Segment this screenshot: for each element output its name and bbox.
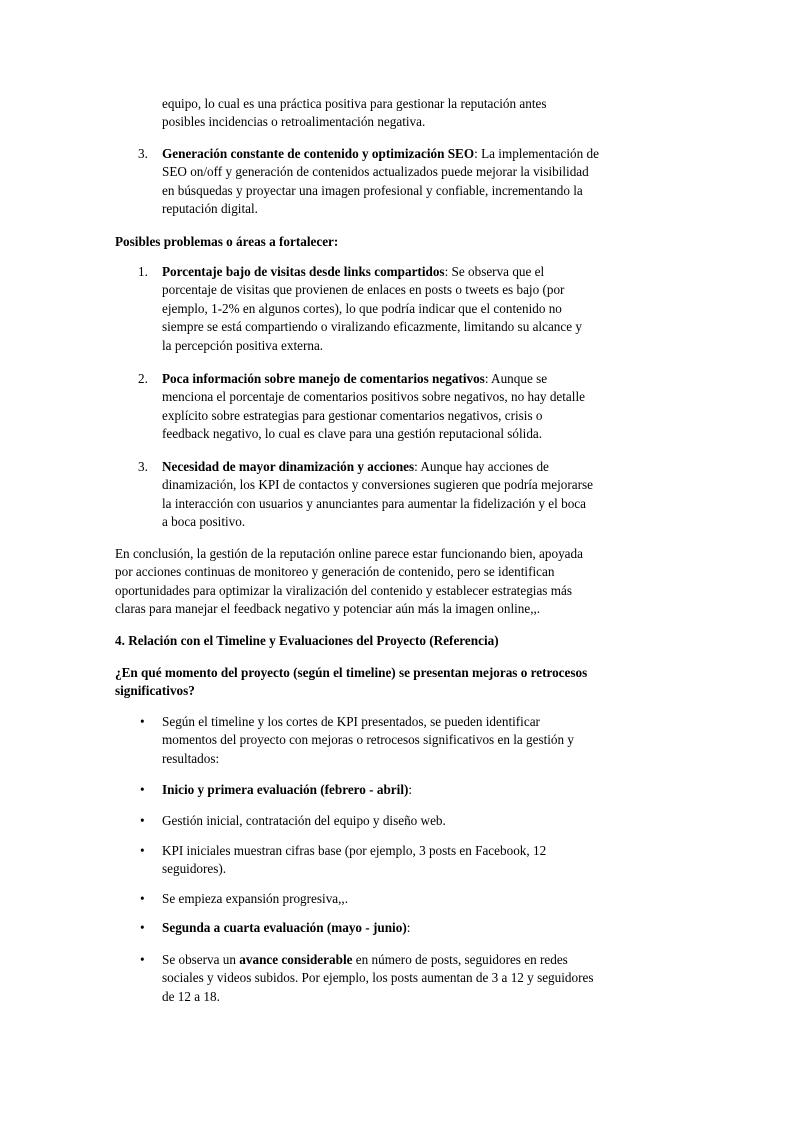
item-title: Generación constante de contenido y optimización SEO bbox=[162, 146, 475, 161]
text-line: posibles incidencias o retroalimentación negativa. bbox=[162, 114, 426, 130]
text-line: KPI iniciales muestran cifras base (por ejemplo, 3 posts en Facebook, 12 bbox=[162, 843, 547, 858]
bullet-text: Se observa un bbox=[162, 952, 240, 967]
list-item-problem-2 bbox=[162, 370, 650, 444]
text-line: equipo, lo cual es una práctica positiva para gestionar la reputación antes bbox=[162, 96, 547, 111]
text-line: significativos? bbox=[115, 683, 195, 699]
text-line bbox=[162, 951, 650, 969]
text-line: a boca positivo. bbox=[162, 514, 246, 530]
bullet-icon: • bbox=[140, 843, 145, 858]
text-line: Según el timeline y los cortes de KPI presentados, se pueden identificar bbox=[162, 714, 540, 729]
text-line: menciona el porcentaje de comentarios positivos sobre negativos, no hay detalle bbox=[162, 389, 585, 405]
problems-heading: Posibles problemas o áreas a fortalecer: bbox=[115, 234, 339, 249]
text-line: Gestión inicial, contratación del equipo y diseño web. bbox=[162, 813, 446, 828]
item-text: : La implementación de bbox=[474, 146, 599, 161]
question-heading bbox=[115, 664, 655, 701]
bullet-icon: • bbox=[140, 952, 145, 967]
continuation-paragraph bbox=[162, 95, 650, 132]
text-line: por acciones continuas de monitoreo y generación de contenido, pero se identifican bbox=[115, 564, 555, 580]
list-number: 1. bbox=[138, 264, 148, 279]
item-title: Poca información sobre manejo de comentarios negativos bbox=[162, 371, 485, 386]
item-title: Porcentaje bajo de visitas desde links compartidos bbox=[162, 264, 445, 279]
list-number: 2. bbox=[138, 371, 148, 386]
bullet-item bbox=[162, 781, 650, 799]
text-line bbox=[162, 263, 650, 281]
text-line: SEO on/off y generación de contenidos actualizados puede mejorar la visibilidad bbox=[162, 164, 589, 180]
text-line: claras para manejar el feedback negativo y potenciar aún más la imagen online,,. bbox=[115, 601, 541, 617]
list-number: 3. bbox=[138, 146, 148, 161]
text-line bbox=[162, 919, 650, 937]
bullet-item bbox=[162, 890, 650, 908]
text-line: seguidores). bbox=[162, 861, 227, 877]
text-line: reputación digital. bbox=[162, 201, 258, 217]
item-text: : Aunque se bbox=[484, 371, 548, 386]
text-line: dinamización, los KPI de contactos y conversiones sugieren que podría mejorarse bbox=[162, 477, 594, 493]
text-line: sociales y videos subidos. Por ejemplo, los posts aumentan de 3 a 12 y seguidores bbox=[162, 970, 594, 986]
bullet-bold-text: Inicio y primera evaluación (febrero - abril) bbox=[162, 782, 409, 797]
list-number: 3. bbox=[138, 459, 148, 474]
bullet-icon: • bbox=[140, 782, 145, 797]
bullet-item bbox=[162, 951, 650, 1006]
bullet-text: en número de posts, seguidores en redes bbox=[352, 952, 568, 967]
list-item-seo bbox=[162, 145, 650, 219]
text-line bbox=[162, 370, 650, 388]
conclusion-paragraph bbox=[115, 545, 655, 619]
item-text: : Aunque hay acciones de bbox=[414, 459, 549, 474]
text-line: porcentaje de visitas que provienen de enlaces en posts o tweets es bajo (por bbox=[162, 282, 565, 298]
item-text: : Se observa que el bbox=[444, 264, 545, 279]
text-line: en búsquedas y proyectar una imagen profesional y confiable, incrementando la bbox=[162, 182, 583, 198]
text-line: explícito sobre estrategias para gestionar comentarios negativos, crisis o bbox=[162, 407, 543, 423]
text-line bbox=[162, 145, 650, 163]
text-line: oportunidades para optimizar la viralización del contenido y establecer estrategias más bbox=[115, 582, 572, 598]
text-line: la percepción positiva externa. bbox=[162, 337, 324, 353]
text-line: la interacción con usuarios y anunciantes para aumentar la fidelización y el boca bbox=[162, 495, 587, 511]
text-line: momentos del proyecto con mejoras o retrocesos significativos en la gestión y bbox=[162, 732, 575, 748]
text-line bbox=[162, 458, 650, 476]
bullet-text: : bbox=[406, 920, 411, 935]
text-line: ¿En qué momento del proyecto (según el timeline) se presentan mejoras o retrocesos bbox=[115, 665, 588, 680]
list-item-problem-3 bbox=[162, 458, 650, 532]
bullet-bold-text: Segunda a cuarta evaluación (mayo - junio) bbox=[162, 920, 407, 935]
text-line: resultados: bbox=[162, 750, 220, 766]
bullet-icon: • bbox=[140, 920, 145, 935]
text-line: En conclusión, la gestión de la reputación online parece estar funcionando bien, apoyada bbox=[115, 546, 583, 561]
text-line: de 12 a 18. bbox=[162, 988, 220, 1004]
bullet-icon: • bbox=[140, 813, 145, 828]
text-line: ejemplo, 1-2% en algunos cortes), lo que podría indicar que el contenido no bbox=[162, 300, 562, 316]
text-line bbox=[162, 781, 650, 799]
bullet-item bbox=[162, 919, 650, 937]
text-line: Se empieza expansión progresiva,,. bbox=[162, 891, 349, 906]
text-line: feedback negativo, lo cual es clave para una gestión reputacional sólida. bbox=[162, 426, 543, 442]
bullet-item bbox=[162, 713, 650, 768]
text-line: siempre se está compartiendo o viralizando eficazmente, limitando su alcance y bbox=[162, 319, 582, 335]
bullet-icon: • bbox=[140, 714, 145, 729]
bullet-text: : bbox=[408, 782, 413, 797]
item-title: Necesidad de mayor dinamización y acciones bbox=[162, 459, 415, 474]
bullet-bold-text: avance considerable bbox=[239, 952, 353, 967]
bullet-item bbox=[162, 812, 650, 830]
bullet-item bbox=[162, 842, 650, 879]
section-heading: 4. Relación con el Timeline y Evaluaciones del Proyecto (Referencia) bbox=[115, 633, 499, 648]
list-item-problem-1 bbox=[162, 263, 650, 355]
bullet-icon: • bbox=[140, 891, 145, 906]
